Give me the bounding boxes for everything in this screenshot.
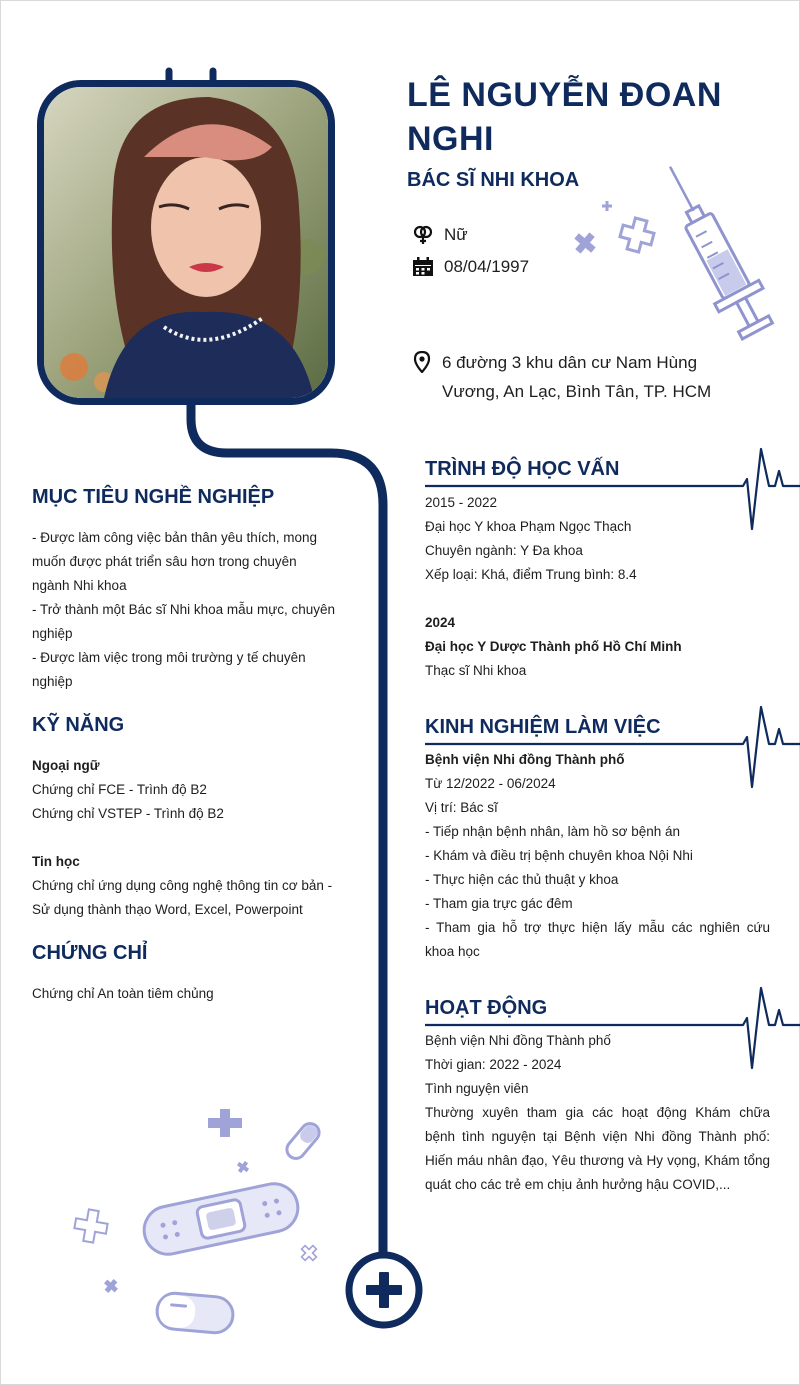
objective-line: - Được làm việc trong môi trường y tế chuyên bbox=[32, 650, 306, 665]
activities-content bbox=[425, 1029, 770, 1197]
skills-title: KỸ NĂNG bbox=[32, 714, 125, 736]
experience-duty: - Tham gia hỗ trợ thực hiện lấy mẫu các nghiên cứu bbox=[425, 920, 770, 935]
objective-line: nghiệp bbox=[32, 674, 73, 689]
experience-duty: - Khám và điều trị bệnh chuyên khoa Nội Nhi bbox=[425, 848, 693, 863]
experience-title: KINH NGHIỆM LÀM VIỆC bbox=[425, 716, 661, 738]
objective-line: nghiệp bbox=[32, 626, 73, 641]
plus-icon bbox=[235, 1159, 252, 1176]
pill-icon bbox=[283, 1120, 323, 1162]
language-heading: Ngoại ngữ bbox=[32, 758, 100, 773]
education-title: TRÌNH ĐỘ HỌC VẤN bbox=[425, 458, 620, 480]
objective-line: - Trở thành một Bác sĩ Nhi khoa mẫu mực, chuyên bbox=[32, 602, 336, 617]
name-line-2: NGHI bbox=[407, 120, 494, 158]
birthdate-value: 08/04/1997 bbox=[444, 257, 530, 276]
objective-content bbox=[32, 526, 352, 694]
medical-decoration bbox=[61, 1101, 341, 1341]
certificates-content bbox=[32, 982, 352, 1006]
experience-company: Bệnh viện Nhi đồng Thành phố bbox=[425, 752, 625, 767]
profile-photo bbox=[37, 80, 335, 405]
experience-duty: - Thực hiện các thủ thuật y khoa bbox=[425, 872, 619, 887]
education-period: 2024 bbox=[425, 615, 456, 630]
it-item: Sử dụng thành thạo Word, Excel, Powerpoint bbox=[32, 902, 303, 917]
gender-row bbox=[412, 225, 468, 245]
job-title: BÁC SĨ NHI KHOA bbox=[407, 169, 580, 191]
activity-organization: Bệnh viện Nhi đồng Thành phố bbox=[425, 1033, 611, 1048]
education-school: Đại học Y Dược Thành phố Hồ Chí Minh bbox=[425, 639, 682, 654]
education-school: Đại học Y khoa Phạm Ngọc Thạch bbox=[425, 519, 632, 534]
education-period: 2015 - 2022 bbox=[425, 495, 498, 510]
pill-icon bbox=[156, 1292, 235, 1334]
plus-icon bbox=[298, 1242, 321, 1265]
bandage-icon bbox=[140, 1179, 303, 1258]
plus-icon bbox=[570, 228, 601, 259]
activity-desc-line: quát cho các trẻ em chịu ảnh hưởng hậu COVID,... bbox=[425, 1177, 731, 1192]
location-pin-icon bbox=[413, 351, 431, 373]
activity-time: Thời gian: 2022 - 2024 bbox=[425, 1057, 562, 1072]
address-line-2: Vương, An Lạc, Bình Tân, TP. HCM bbox=[442, 382, 712, 401]
gender-value: Nữ bbox=[444, 225, 468, 244]
objective-line: - Được làm công việc bản thân yêu thích, mong bbox=[32, 530, 318, 545]
it-heading: Tin học bbox=[32, 854, 80, 869]
certificates-title: CHỨNG CHỈ bbox=[32, 942, 148, 964]
calendar-icon bbox=[412, 257, 434, 277]
education-grade: Xếp loại: Khá, điểm Trung bình: 8.4 bbox=[425, 567, 637, 582]
address bbox=[442, 348, 711, 406]
activity-desc-line: Hiến máu nhân đạo, Yêu thương và Hy vọng, Khám tổng bbox=[425, 1153, 770, 1168]
education-major: Chuyên ngành: Y Đa khoa bbox=[425, 543, 583, 558]
activities-title: HOẠT ĐỘNG bbox=[425, 997, 548, 1019]
language-item: Chứng chỉ VSTEP - Trình độ B2 bbox=[32, 806, 224, 821]
experience-duty: - Tham gia trực gác đêm bbox=[425, 896, 573, 911]
plus-icon bbox=[72, 1207, 109, 1244]
experience-content bbox=[425, 748, 770, 964]
syringe-decoration bbox=[567, 155, 777, 355]
plus-icon bbox=[617, 215, 656, 254]
education-major: Thạc sĩ Nhi khoa bbox=[425, 663, 527, 678]
objective-line: ngành Nhi khoa bbox=[32, 578, 127, 593]
language-item: Chứng chỉ FCE - Trình độ B2 bbox=[32, 782, 207, 797]
candidate-name bbox=[407, 73, 767, 161]
experience-position: Vị trí: Bác sĩ bbox=[425, 800, 498, 815]
name-line-1: LÊ NGUYỄN ĐOAN bbox=[407, 76, 722, 114]
address-line-1: 6 đường 3 khu dân cư Nam Hùng bbox=[442, 353, 698, 372]
it-item: Chứng chỉ ứng dụng công nghệ thông tin cơ bản - bbox=[32, 878, 333, 893]
birthdate-row bbox=[412, 257, 529, 277]
plus-icon bbox=[101, 1276, 121, 1296]
skills-content bbox=[32, 754, 362, 922]
objective-title: MỤC TIÊU NGHỀ NGHIỆP bbox=[32, 486, 275, 508]
plus-icon bbox=[602, 201, 612, 211]
experience-period: Từ 12/2022 - 06/2024 bbox=[425, 776, 556, 791]
portrait-image bbox=[44, 87, 328, 398]
experience-duty: - Tiếp nhận bệnh nhân, làm hồ sơ bệnh án bbox=[425, 824, 681, 839]
stethoscope-chest-piece-icon bbox=[344, 1250, 424, 1330]
education-content bbox=[425, 491, 775, 683]
activity-role: Tình nguyện viên bbox=[425, 1081, 529, 1096]
plus-icon bbox=[208, 1109, 242, 1137]
activity-desc-line: Thường xuyên tham gia các hoạt động Khám chữa bbox=[425, 1105, 770, 1120]
activity-desc-line: bệnh tình nguyện tại Bệnh viện Nhi đồng Thành phố: bbox=[425, 1129, 770, 1144]
syringe-icon bbox=[648, 155, 777, 343]
objective-line: muốn được phát triển sâu hơn trong chuyên bbox=[32, 554, 297, 569]
experience-duty-cont: khoa học bbox=[425, 944, 480, 959]
certificate-item: Chứng chỉ An toàn tiêm chủng bbox=[32, 986, 214, 1001]
gender-icon bbox=[412, 225, 434, 245]
